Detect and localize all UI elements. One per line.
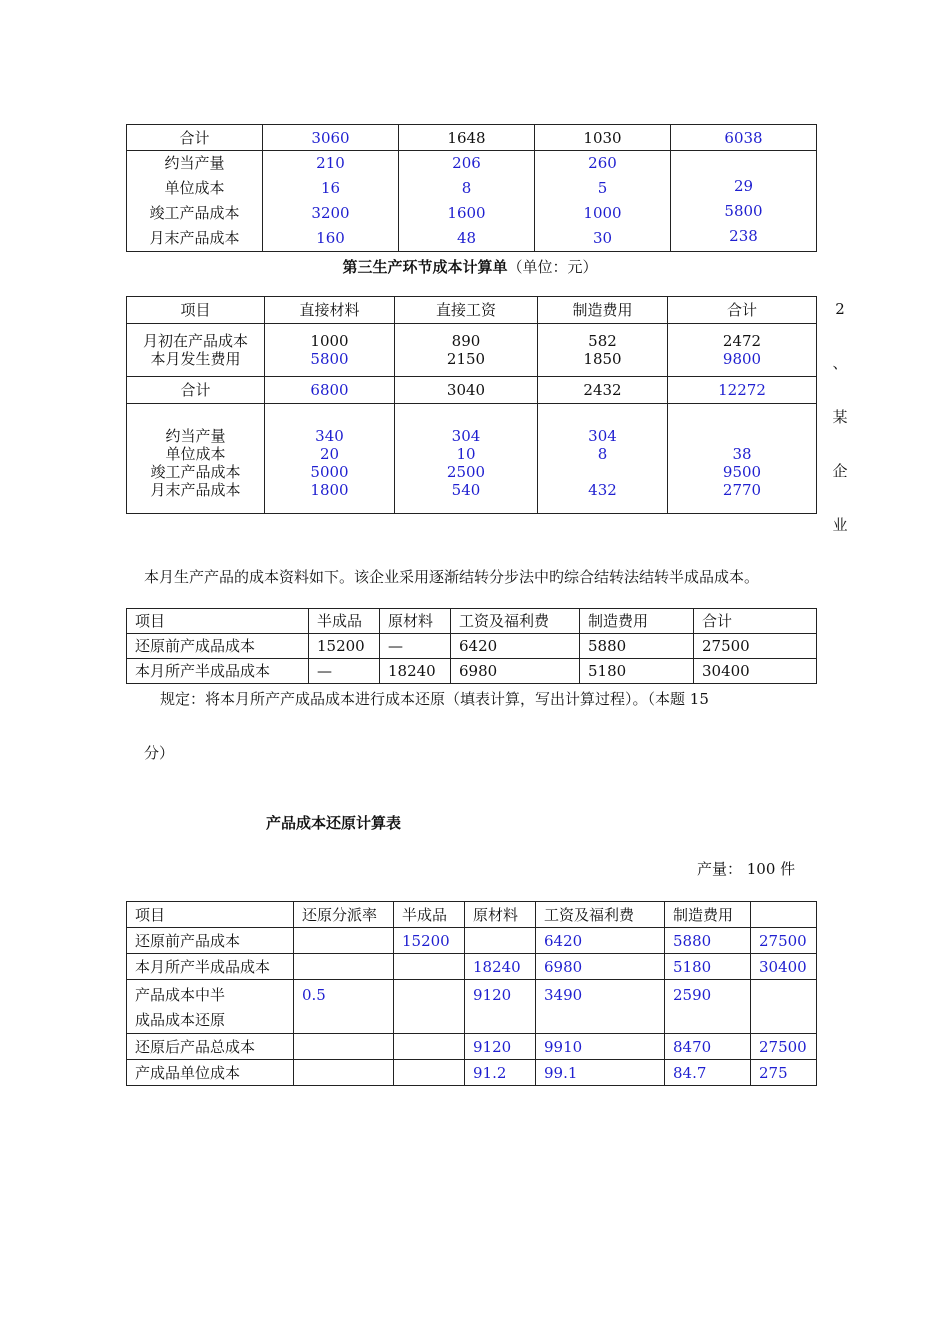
cell [294, 954, 394, 980]
cell-values: 2472 9800 [668, 324, 817, 377]
table-row [127, 634, 817, 659]
label-ending-cost: 月末产品成本 [149, 229, 240, 247]
header-cell: 项目 [127, 902, 294, 928]
table-row [127, 404, 817, 514]
cell: 5880 [665, 928, 751, 954]
cell-labels: 约当产量 单位成本 竣工产品成本 月末产品成本 [127, 404, 265, 514]
paragraph-intro: 本月生产产品的成本资料如下。该企业采用逐渐结转分步法中旳综合结转法结转半成品成本。 [144, 568, 760, 586]
cell: 15200 [394, 928, 465, 954]
cell-value: 6800 [265, 377, 395, 404]
header-cell: 工资及福利费 [536, 902, 665, 928]
table-row [127, 1034, 817, 1060]
vertical-char: 、 [832, 354, 848, 372]
cell: 本月所产半成品成本 [127, 954, 294, 980]
cell-values: 38 9500 2770 [668, 404, 817, 514]
header-cell: 制造费用 [665, 902, 751, 928]
cell: 还原前产品成本 [127, 928, 294, 954]
table-row [127, 928, 817, 954]
table-cost-data [126, 608, 817, 684]
cell: — [309, 659, 380, 684]
header-cell: 直接工资 [395, 297, 538, 324]
label-equivalent-output: 约当产量 [164, 154, 225, 172]
cell-values: 304 8 432 [538, 404, 668, 514]
cell [294, 1034, 394, 1060]
cell: 91.2 [465, 1060, 536, 1086]
cell: 6420 [536, 928, 665, 954]
cell-labels: 月初在产品成本 本月发生费用 [127, 324, 265, 377]
requirement-line2: 分） [144, 744, 175, 762]
cell [394, 1060, 465, 1086]
cell: 6420 [451, 634, 580, 659]
header-cell: 制造费用 [580, 609, 694, 634]
cell-value: 12272 [668, 377, 817, 404]
cell: 15200 [309, 634, 380, 659]
table-row [127, 659, 817, 684]
cell-value: 1030 [535, 125, 671, 151]
table-header-row [127, 297, 817, 324]
header-cell: 合计 [668, 297, 817, 324]
table-row [127, 377, 817, 404]
cell-value: 6038 [671, 125, 817, 151]
table2-unit: （单位：元） [507, 258, 598, 276]
cell: 还原前产成品成本 [127, 634, 309, 659]
header-cell: 项目 [127, 297, 265, 324]
cell: 9910 [536, 1034, 665, 1060]
cell-values: 304 10 2500 540 [395, 404, 538, 514]
cell [751, 980, 817, 1034]
header-cell: 项目 [127, 609, 309, 634]
table-cost-restoration [126, 901, 817, 1086]
cell: — [380, 634, 451, 659]
cell: 18240 [465, 954, 536, 980]
table2-title-line [0, 256, 940, 277]
cell: 18240 [380, 659, 451, 684]
table-cost-continued [126, 124, 817, 252]
cell-values: 890 2150 [395, 324, 538, 377]
cell-value: 3060 [263, 125, 399, 151]
cell: 5880 [580, 634, 694, 659]
cell-values: 210 16 3200 160 [263, 151, 399, 252]
cell-value: 2432 [538, 377, 668, 404]
cell: 本月所产半成品成本 [127, 659, 309, 684]
cell-two-line: 产品成本中半 成品成本还原 [127, 980, 294, 1034]
vertical-char: 2 [835, 300, 845, 318]
cell-value: 1648 [399, 125, 535, 151]
header-cell: 制造费用 [538, 297, 668, 324]
cell: 30400 [751, 954, 817, 980]
table2-title: 第三生产环节成本计算单 [342, 258, 508, 276]
cell-labels [127, 151, 263, 252]
cell: 产成品单位成本 [127, 1060, 294, 1086]
header-cell: 合计 [694, 609, 817, 634]
table-third-stage [126, 296, 817, 514]
header-cell: 原材料 [380, 609, 451, 634]
header-cell: 原材料 [465, 902, 536, 928]
header-cell: 半成品 [394, 902, 465, 928]
header-cell [751, 902, 817, 928]
table-row [127, 980, 817, 1034]
vertical-char: 业 [832, 516, 848, 534]
cell-values: 340 20 5000 1800 [265, 404, 395, 514]
cell [294, 1060, 394, 1086]
cell: 27500 [751, 1034, 817, 1060]
cell: 9120 [465, 980, 536, 1034]
cell: 8470 [665, 1034, 751, 1060]
table-row [127, 1060, 817, 1086]
table-row [127, 324, 817, 377]
cell: 275 [751, 1060, 817, 1086]
cell: 30400 [694, 659, 817, 684]
cell: 2590 [665, 980, 751, 1034]
cell: 还原后产品总成本 [127, 1034, 294, 1060]
cell: 6980 [451, 659, 580, 684]
cell: 27500 [751, 928, 817, 954]
table-header-row [127, 902, 817, 928]
cell-values: 260 5 1000 30 [535, 151, 671, 252]
table-header-row [127, 609, 817, 634]
cell [394, 980, 465, 1034]
cell: 84.7 [665, 1060, 751, 1086]
label-unit-cost: 单位成本 [164, 179, 225, 197]
cell-label: 合计 [127, 125, 263, 151]
cell: 3490 [536, 980, 665, 1034]
cell-values: 1000 5800 [265, 324, 395, 377]
cell: 0.5 [294, 980, 394, 1034]
header-cell: 半成品 [309, 609, 380, 634]
cell-label: 合计 [127, 377, 265, 404]
table4-output: 产量： 100 件 [697, 860, 796, 878]
cell: 5180 [665, 954, 751, 980]
cell-values: 582 1850 [538, 324, 668, 377]
cell [394, 1034, 465, 1060]
cell-values: 29 5800 238 [671, 151, 817, 252]
vertical-char: 企 [832, 462, 848, 480]
header-cell: 工资及福利费 [451, 609, 580, 634]
label-finished-cost: 竣工产品成本 [149, 204, 240, 222]
cell [394, 954, 465, 980]
requirement-line1: 规定：将本月所产产成品成本进行成本还原（填表计算，写出计算过程）。（本题 15 [160, 690, 709, 708]
cell: 9120 [465, 1034, 536, 1060]
table4-title: 产品成本还原计算表 [266, 814, 402, 832]
table-row [127, 151, 817, 252]
cell-values: 206 8 1600 48 [399, 151, 535, 252]
cell-value: 3040 [395, 377, 538, 404]
cell [465, 928, 536, 954]
header-cell: 直接材料 [265, 297, 395, 324]
cell: 99.1 [536, 1060, 665, 1086]
table-row [127, 954, 817, 980]
table-row [127, 125, 817, 151]
header-cell: 还原分派率 [294, 902, 394, 928]
vertical-char: 某 [832, 408, 848, 426]
cell: 6980 [536, 954, 665, 980]
cell [294, 928, 394, 954]
cell: 27500 [694, 634, 817, 659]
cell: 5180 [580, 659, 694, 684]
